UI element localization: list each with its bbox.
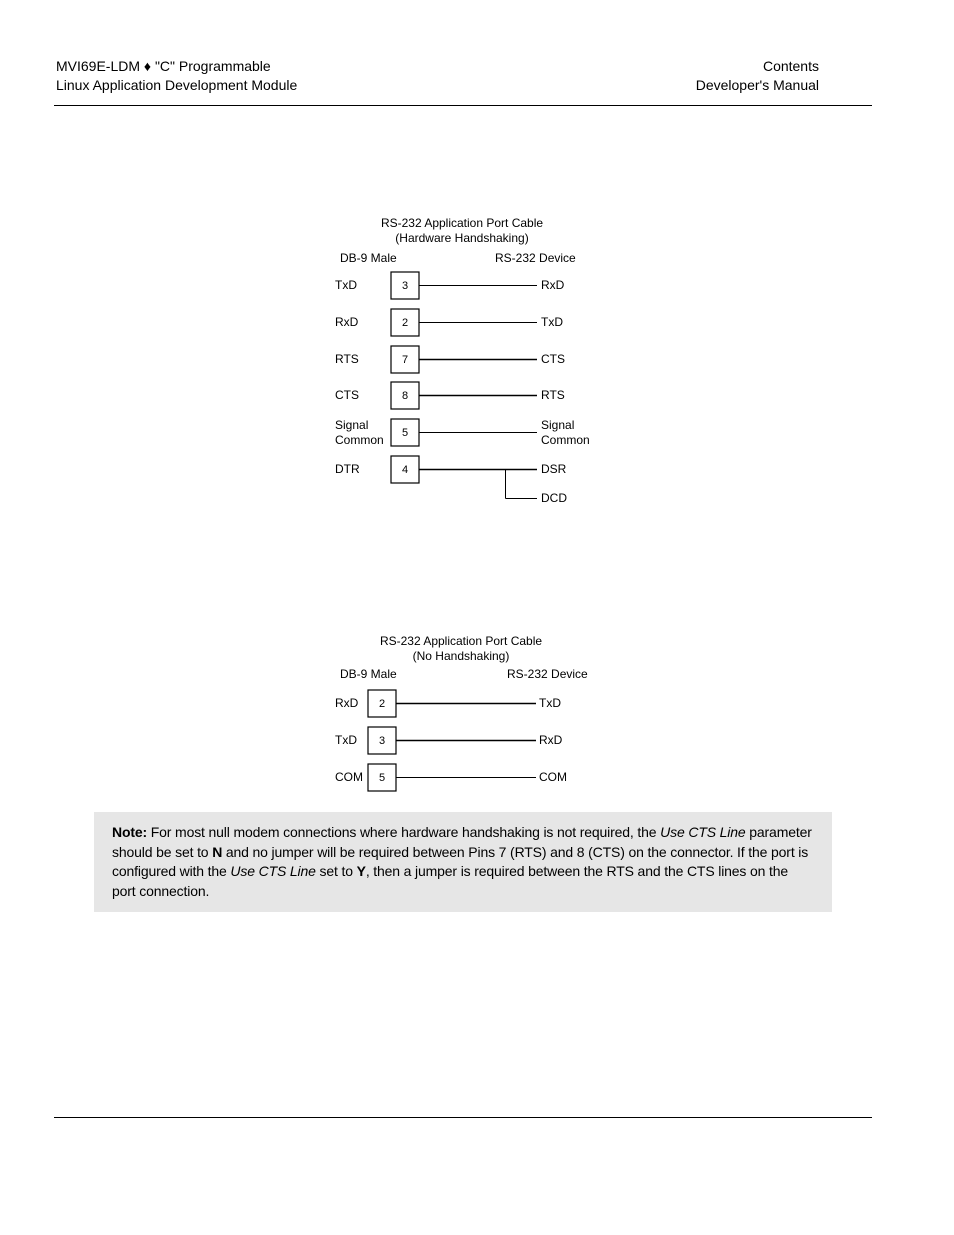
diagram2-title: RS-232 Application Port Cable	[379, 634, 543, 648]
pin-number: 4	[401, 464, 409, 476]
note-value: Y	[356, 863, 366, 879]
diagram2-right-label: COM	[539, 770, 567, 784]
diagram1-left-label: CTS	[335, 388, 359, 402]
no-handshaking-diagram	[335, 634, 588, 791]
diagram2-right-header: RS-232 Device	[507, 667, 588, 681]
diagram2-left-label: COM	[335, 770, 363, 784]
diagram1-right-label: TxD	[541, 315, 563, 329]
diagram2-left-label: RxD	[335, 696, 359, 710]
note-text: , then a jumper is required between the RTS and the CTS lines on the port connection.	[112, 863, 789, 899]
diagram1-row-txd	[335, 272, 565, 299]
header-product-subtitle: Linux Application Development Module	[56, 77, 298, 93]
note-text: and no jumper will be required between Pins 7 (RTS) and 8 (CTS) on the connector. If the port is configured with the	[112, 843, 809, 879]
header-product-title: MVI69E-LDM ♦ "C" Programmable	[56, 58, 271, 74]
diagram1-row-signal-common	[335, 418, 590, 447]
pin-number: 2	[378, 698, 386, 710]
diagram1-row-dtr	[335, 456, 567, 505]
pin-number: 3	[378, 735, 386, 747]
diagram1-right-label: CTS	[541, 352, 565, 366]
diagram2-subtitle: (No Handshaking)	[412, 649, 510, 663]
note-box	[94, 812, 832, 912]
diagram2-row-rxd	[335, 690, 561, 717]
pin-number: 3	[401, 280, 409, 292]
note-label: Note:	[112, 824, 148, 840]
diagram1-right-label-line1: Signal	[541, 418, 575, 432]
diagram1-left-label: RxD	[335, 315, 359, 329]
diagram1-left-label: DTR	[335, 462, 360, 476]
diagram1-right-branch-label: DCD	[541, 491, 567, 505]
pin-number: 2	[401, 317, 409, 329]
diagram2-row-txd	[335, 727, 563, 754]
hardware-handshaking-diagram	[335, 216, 590, 505]
diagram1-subtitle: (Hardware Handshaking)	[395, 231, 529, 245]
diagram1-right-label-line2: Common	[541, 433, 590, 447]
note-text: For most null modem connections where hardware handshaking is not required, the	[147, 824, 661, 840]
diagram1-left-label-line2: Common	[335, 433, 384, 447]
diagram1-row-rxd	[335, 309, 563, 336]
diagram2-row-com	[335, 764, 567, 791]
diagram1-right-label: RTS	[541, 388, 565, 402]
diagram1-right-label: DSR	[541, 462, 567, 476]
header-section: Contents	[762, 58, 819, 74]
diagram1-right-header: RS-232 Device	[495, 251, 576, 265]
pin-number: 5	[378, 772, 386, 784]
note-text: set to	[315, 863, 357, 879]
diagram2-left-label: TxD	[335, 733, 357, 747]
diagram1-title: RS-232 Application Port Cable	[380, 216, 544, 230]
diagram1-row-rts	[335, 346, 565, 373]
header-manual: Developer's Manual	[695, 77, 819, 93]
diagram1-left-label: TxD	[335, 278, 357, 292]
diagram1-right-label: RxD	[541, 278, 565, 292]
pin-number: 5	[401, 427, 409, 439]
note-param-name: Use CTS Line	[230, 863, 316, 879]
diagram2-left-header: DB-9 Male	[340, 667, 397, 681]
note-param-name: Use CTS Line	[660, 824, 746, 840]
diagram1-left-label-line1: Signal	[335, 418, 369, 432]
pin-number: 8	[401, 390, 409, 402]
footer-rule	[54, 1117, 872, 1118]
diagram2-right-label: TxD	[539, 696, 561, 710]
note-text: parameter should be set to	[112, 824, 812, 860]
diagram1-row-cts	[335, 382, 565, 409]
diagram2-right-label: RxD	[539, 733, 563, 747]
diagram1-left-label: RTS	[335, 352, 359, 366]
note-value: N	[212, 843, 223, 860]
pin-number: 7	[401, 354, 409, 366]
diagram1-left-header: DB-9 Male	[340, 251, 397, 265]
